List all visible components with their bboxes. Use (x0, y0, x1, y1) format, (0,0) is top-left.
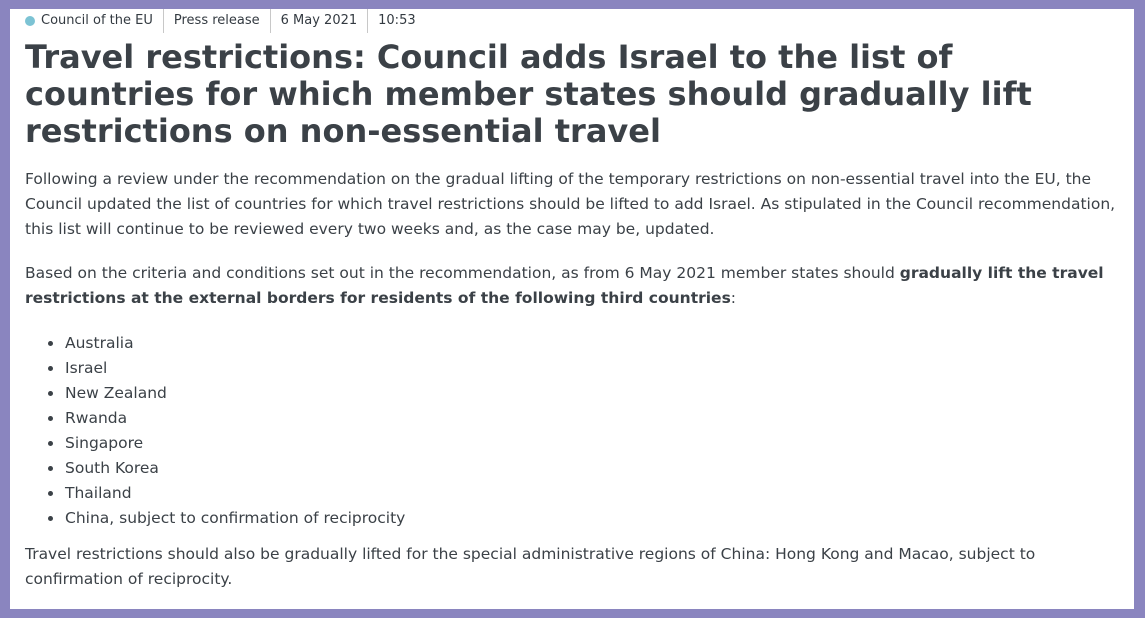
meta-source-label: Council of the EU (41, 13, 153, 28)
source-dot-icon (25, 16, 35, 26)
list-item: New Zealand (65, 381, 1119, 406)
list-item: Israel (65, 356, 1119, 381)
sar-paragraph: Travel restrictions should also be gradually lifted for the special administrative regions of China: Hong Kong and Macao, subject to confirmation of reciprocity. (25, 545, 1036, 588)
criteria-text-before: Based on the criteria and conditions set out in the recommendation, as from 6 May 2021 member states should (25, 264, 900, 282)
country-list (25, 331, 1119, 531)
list-item: Singapore (65, 431, 1119, 456)
intro-paragraph: Following a review under the recommendation on the gradual lifting of the temporary restrictions on non-essential travel into the EU, the Council updated the list of countries for which travel restrictions should be lifted to add Israel. As stipulated in the Council recommendation, this list will continue to be reviewed every two weeks and, as the case may be, updated. (25, 170, 1116, 238)
list-item: Rwanda (65, 406, 1119, 431)
list-item: Thailand (65, 481, 1119, 506)
criteria-text-after: : (730, 289, 737, 307)
criteria-bold-text: gradually lift the travel restrictions at the external borders for residents of the following third countries (25, 264, 1104, 307)
list-item: South Korea (65, 456, 1119, 481)
meta-date: 6 May 2021 (270, 9, 368, 33)
meta-bar (25, 9, 1119, 33)
meta-source[interactable] (25, 9, 163, 33)
criteria-paragraph (25, 261, 1119, 311)
meta-time: 10:53 (367, 9, 425, 33)
list-item: Australia (65, 331, 1119, 356)
list-item: China, subject to confirmation of reciprocity (65, 506, 1119, 531)
page-title: Travel restrictions: Council adds Israel to the list of countries for which member states should gradually lift restrictions on non-essential travel (25, 38, 1032, 150)
meta-type: Press release (163, 9, 270, 33)
press-release-card (10, 9, 1134, 609)
